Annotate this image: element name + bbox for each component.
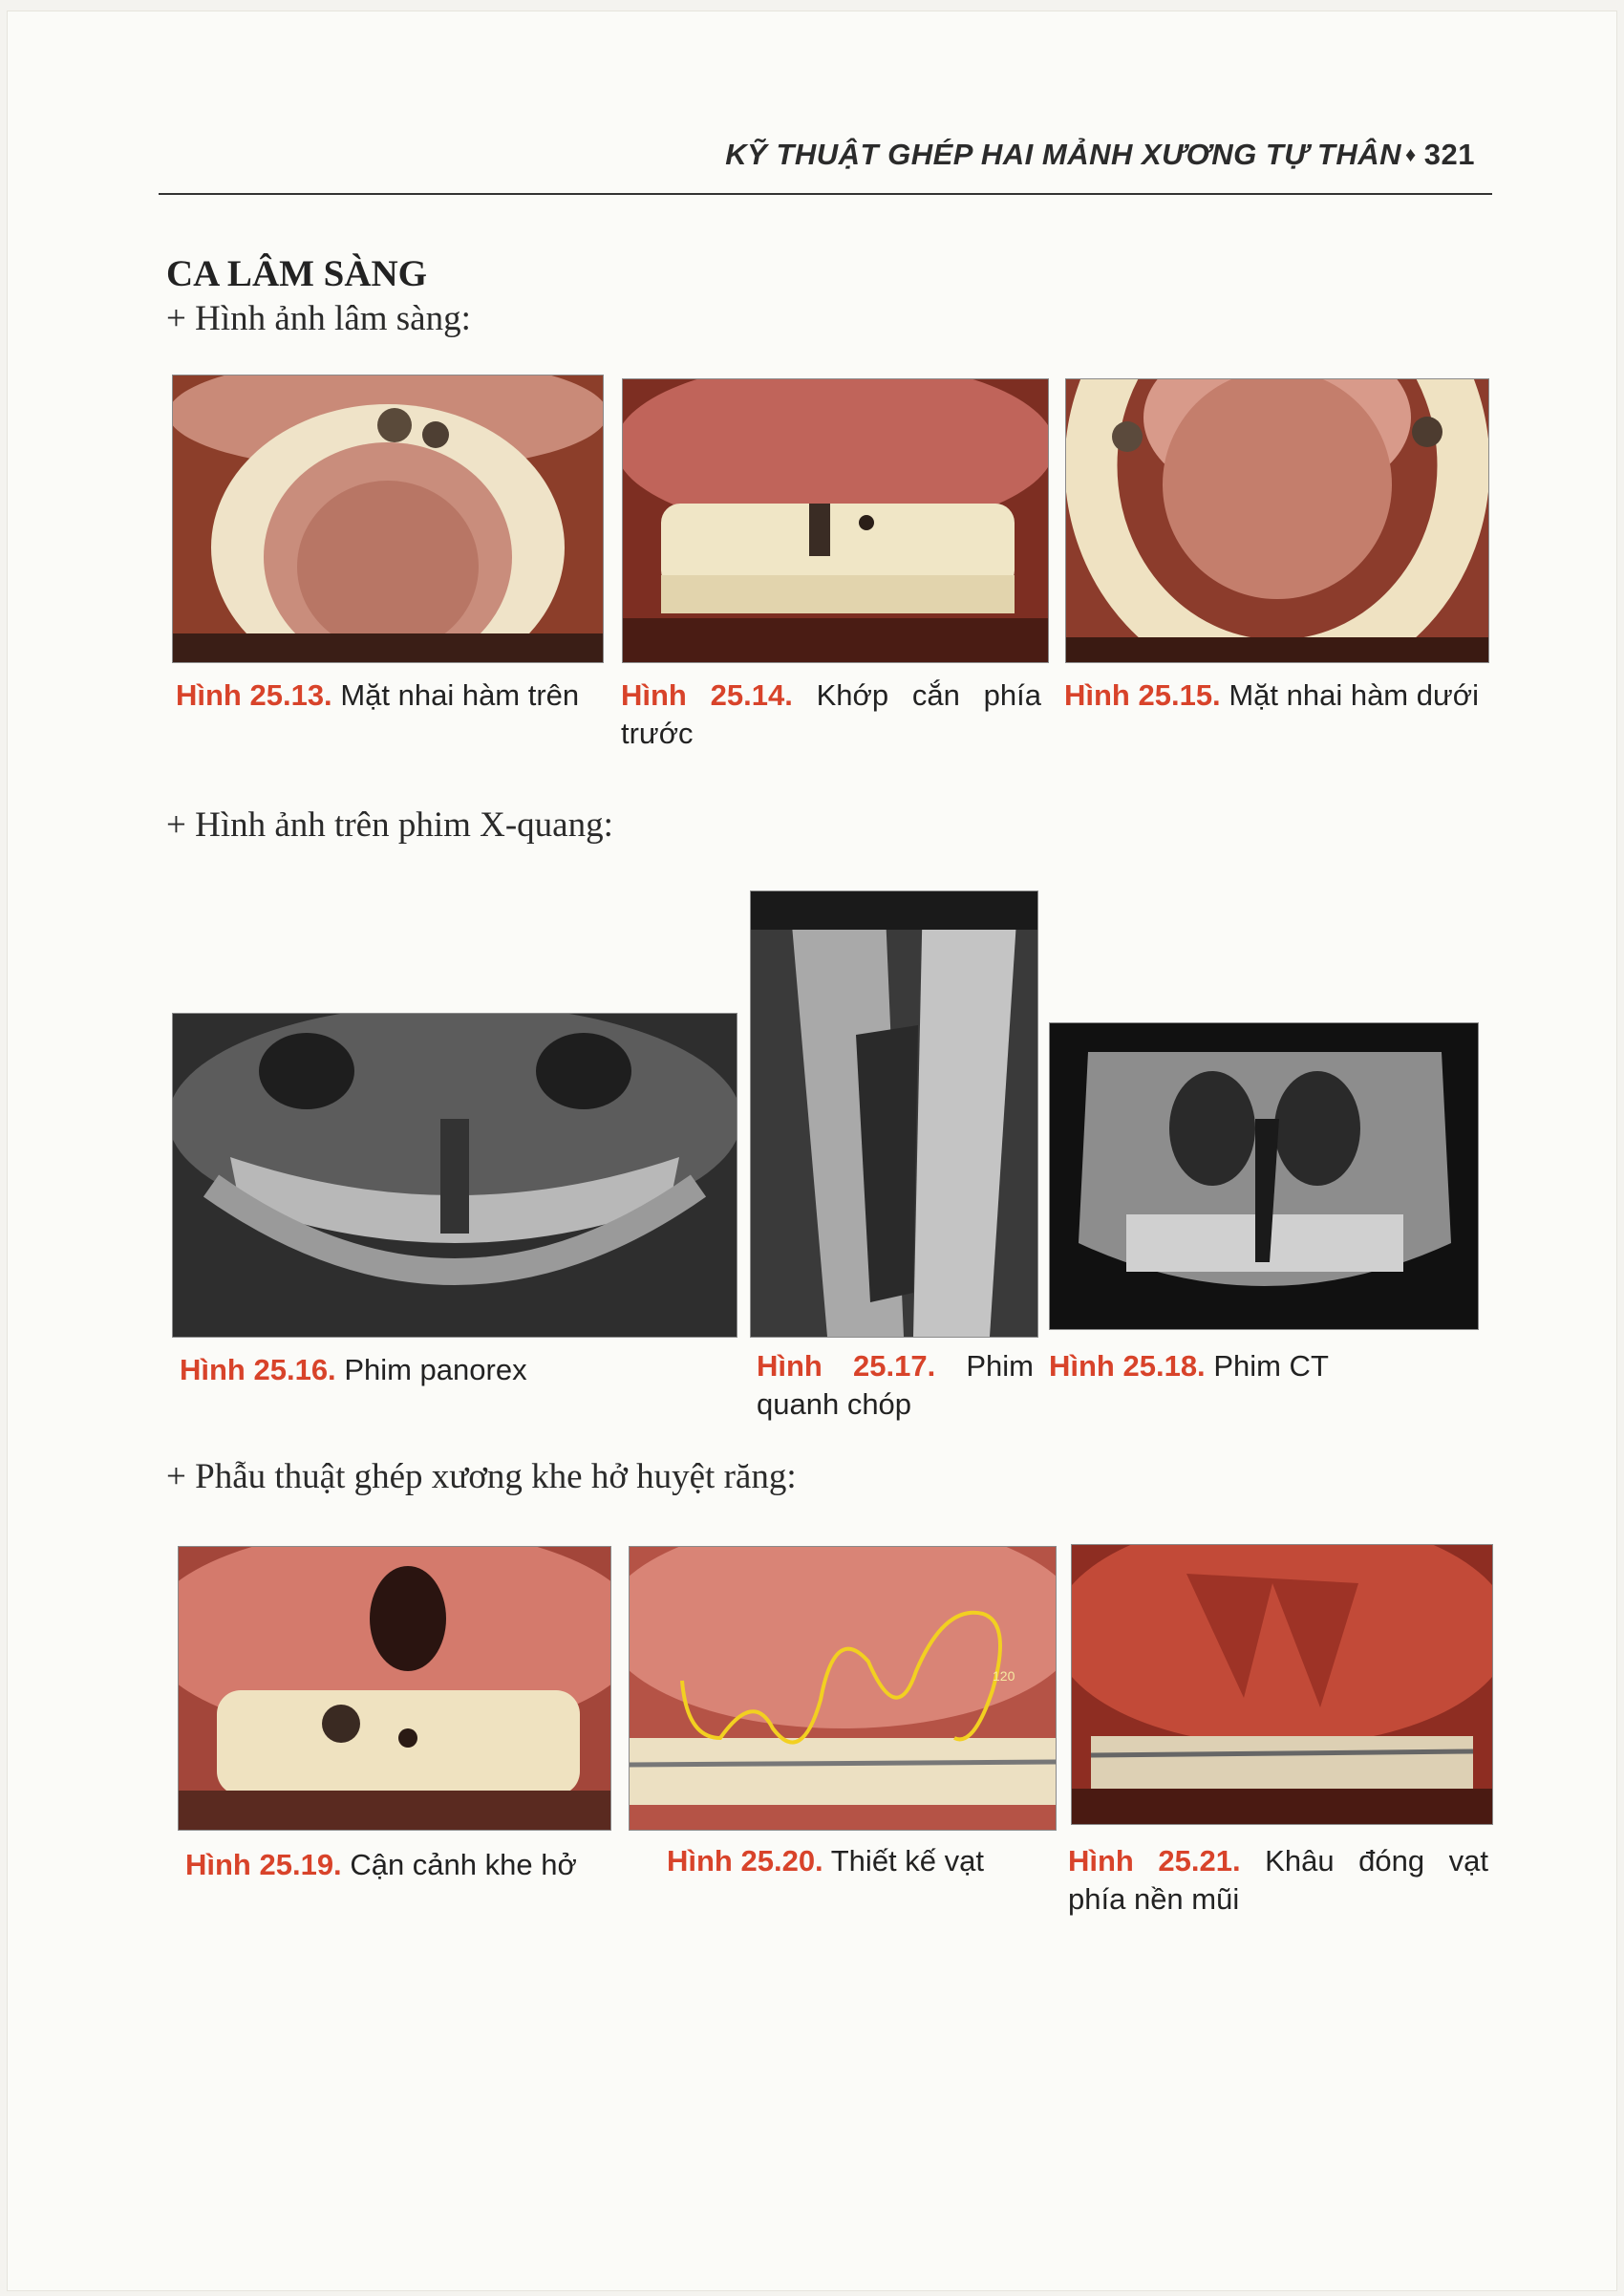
photo-annotation-120: 120 [993, 1668, 1015, 1684]
caption-text: Thiết kế vạt [830, 1844, 984, 1878]
caption-label: Hình 25.21. [1068, 1844, 1241, 1878]
caption-text: Mặt nhai hàm dưới [1229, 678, 1479, 712]
caption-label: Hình 25.20. [667, 1844, 823, 1878]
caption-25-17 [757, 1347, 1034, 1424]
caption-text: Cận cảnh khe hở [350, 1848, 577, 1881]
figure-25-20-photo [629, 1546, 1057, 1831]
caption-25-15 [1064, 676, 1485, 715]
caption-text: Phim CT [1213, 1349, 1329, 1383]
caption-25-13 [176, 676, 608, 715]
caption-text: Mặt nhai hàm trên [340, 678, 580, 712]
subheading-xray: + Hình ảnh trên phim X-quang: [166, 805, 613, 845]
caption-25-14 [621, 676, 1041, 753]
caption-text: Phim panorex [344, 1353, 527, 1386]
header-rule [159, 193, 1492, 195]
diamond-separator: ♦ [1405, 142, 1417, 166]
figure-25-13-photo [172, 375, 604, 663]
caption-25-20 [667, 1842, 1049, 1880]
caption-label: Hình 25.14. [621, 678, 793, 712]
figure-25-17-periapical [750, 891, 1038, 1338]
caption-label: Hình 25.16. [180, 1353, 336, 1386]
running-header [8, 138, 1475, 172]
caption-label: Hình 25.18. [1049, 1349, 1206, 1383]
book-page [8, 11, 1616, 2290]
section-title: CA LÂM SÀNG [166, 253, 428, 294]
caption-25-19 [185, 1846, 606, 1884]
figure-25-18-ct [1049, 1022, 1479, 1330]
caption-text: Khớp cắn phía trước [621, 678, 1041, 750]
caption-25-18 [1049, 1347, 1469, 1385]
figure-25-14-photo [622, 378, 1049, 663]
running-title: KỸ THUẬT GHÉP HAI MẢNH XƯƠNG TỰ THÂN [725, 138, 1402, 171]
caption-25-16 [180, 1351, 715, 1389]
caption-text: Phim quanh chóp [757, 1349, 1034, 1421]
page-number: 321 [1423, 138, 1475, 171]
figure-25-15-photo [1065, 378, 1489, 663]
caption-25-21 [1068, 1842, 1488, 1919]
caption-label: Hình 25.17. [757, 1349, 936, 1383]
caption-label: Hình 25.13. [176, 678, 332, 712]
subheading-clinical: + Hình ảnh lâm sàng: [166, 299, 471, 338]
caption-label: Hình 25.15. [1064, 678, 1221, 712]
figure-25-16-panorex [172, 1013, 737, 1338]
caption-label: Hình 25.19. [185, 1848, 342, 1881]
subheading-surgery: + Phẫu thuật ghép xương khe hở huyệt răng: [166, 1457, 797, 1496]
figure-25-21-photo [1071, 1544, 1493, 1825]
caption-text: Khâu đóng vạt phía nền mũi [1068, 1844, 1488, 1916]
figure-25-19-photo [178, 1546, 611, 1831]
